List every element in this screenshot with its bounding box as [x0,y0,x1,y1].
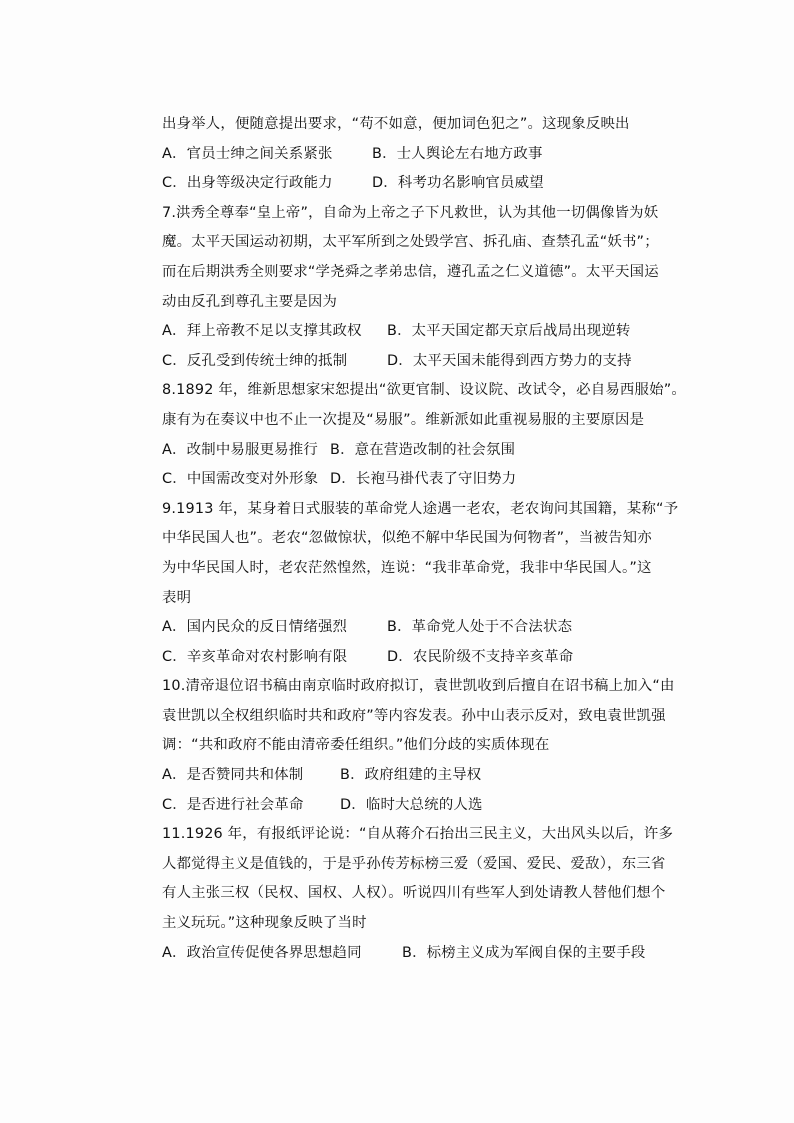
q7-option-b: B．太平天国定都天京后战局出现逆转 [387,323,631,340]
q10-option-b: B．政府组建的主导权 [340,767,482,784]
q10-stem-line-3: 调：“共和政府不能由清帝委任组织。”他们分歧的实质体现在 [162,737,550,754]
q8-options-row-1 [162,436,662,466]
q6-option-a: A．官员士绅之间关系紧张 [162,145,333,162]
q7-stem-line-2: 魔。太平天国运动初期，太平军所到之处毁学宫、拆孔庙、查禁孔孟“妖书”； [162,234,659,251]
q11-stem-line-4: 主义玩玩。”这种现象反映了当时 [162,915,367,932]
q8-stem-line-2: 康有为在奏议中也不止一次提及“易服”。维新派如此重视易服的主要原因是 [162,411,645,428]
q9-option-d: D．农民阶级不支持辛亥革命 [387,648,574,665]
q10-options-row-1 [162,761,662,791]
q10-stem-line-1: 10.清帝退位诏书稿由南京临时政府拟订，袁世凯收到后擅自在诏书稿上加入“由 [162,678,675,695]
q8-option-d: D．长袍马褂代表了守旧势力 [330,471,517,488]
q7-option-d: D．太平天国未能得到西方势力的支持 [387,352,632,369]
q11-option-a: A．政治宣传促使各界思想趋同 [162,944,362,961]
q9-stem-line-2: 中华民国人也”。老农“忽做惊状，似绝不解中华民国为何物者”，当被告知亦 [162,530,652,547]
q6-option-b: B．士人舆论左右地方政事 [372,145,543,162]
q9-option-a: A．国内民众的反日情绪强烈 [162,619,348,636]
q9-stem-line-3: 为中华民国人时，老农茫然惶然，连说：“我非革命党，我非中华民国人。”这 [162,559,652,576]
q7-option-a: A．拜上帝教不足以支撑其政权 [162,323,362,340]
q7-options-row-1 [162,317,662,347]
q11-option-b: B．标榜主义成为军阀自保的主要手段 [402,944,646,961]
q11-options-row-1 [162,939,662,969]
q7-option-c: C．反孔受到传统士绅的抵制 [162,352,348,369]
q10-option-d: D．临时大总统的人选 [340,796,483,813]
q7-stem-line-3: 而在后期洪秀全则要求“学尧舜之孝弟忠信，遵孔孟之仁义道德”。太平天国运 [162,263,659,280]
q6-option-c: C．出身等级决定行政能力 [162,175,333,192]
q10-option-c: C．是否进行社会革命 [162,796,304,813]
q7-options-row-2 [162,347,662,377]
q9-stem-line-1: 9.1913 年，某身着日式服装的革命党人途遇一老农，老农询问其国籍，某称“予 [162,500,679,517]
q6-options-row-1 [162,140,662,170]
q7-stem-line-1: 7.洪秀全尊奉“皇上帝”，自命为上帝之子下凡救世，认为其他一切偶像皆为妖 [162,204,659,221]
q7-stem-line-4: 动由反孔到尊孔主要是因为 [162,293,338,310]
q6-options-row-2 [162,169,662,199]
q9-options-row-1 [162,613,662,643]
q9-stem-line-4: 表明 [162,589,192,606]
q8-stem-line-1: 8.1892 年，维新思想家宋恕提出“欲更官制、设议院、改试令，必自易西服始”。 [162,382,686,399]
q6-stem-tail: 出身举人，便随意提出要求，“苟不如意，便加词色犯之”。这现象反映出 [162,116,630,132]
q11-stem-line-1: 11.1926 年，有报纸评论说：“自从蒋介石抬出三民主义，大出风头以后，许多 [162,826,674,843]
q9-option-b: B．革命党人处于不合法状态 [387,619,573,636]
q9-option-c: C．辛亥革命对农村影响有限 [162,648,348,665]
q10-options-row-2 [162,791,662,821]
q8-option-b: B．意在营造改制的社会氛围 [330,441,516,458]
question-text-block [162,110,686,968]
q6-option-d: D．科考功名影响官员威望 [372,175,544,192]
q10-option-a: A．是否赞同共和体制 [162,767,304,784]
q11-stem-line-3: 有人主张三权（民权、国权、人权）。听说四川有些军人到处请教人替他们想个 [162,885,666,902]
q8-option-a: A．改制中易服更易推行 [162,441,318,458]
q10-stem-line-2: 袁世凯以全权组织临时共和政府”等内容发表。孙中山表示反对，致电袁世凯强 [162,707,666,724]
q11-stem-line-2: 人都觉得主义是值钱的，于是乎孙传芳标榜三爱（爱国、爱民、爱敌），东三省 [162,855,666,872]
q9-options-row-2 [162,643,662,673]
q8-option-c: C．中国需改变对外形象 [162,471,319,488]
q8-options-row-2 [162,465,662,495]
